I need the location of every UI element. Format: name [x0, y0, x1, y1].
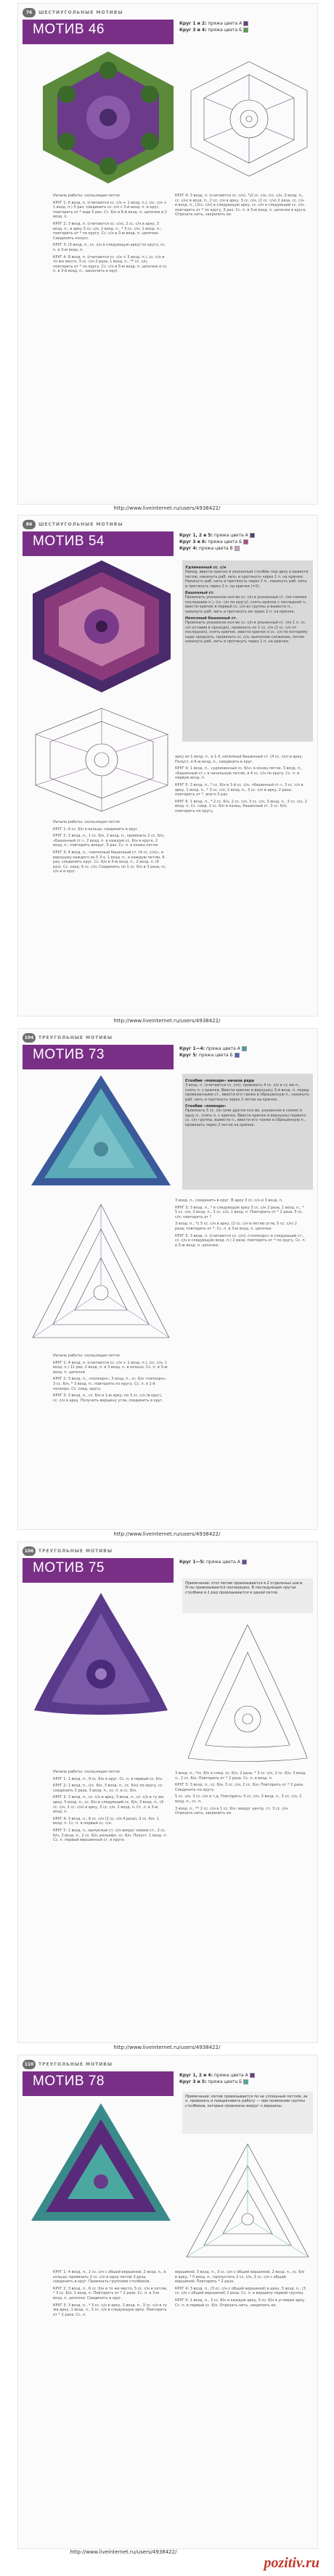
motif-title: МОТИВ 78 — [33, 2074, 105, 2089]
page-motif-73 — [17, 1028, 318, 1530]
source-url[interactable]: http://www.liveinternet.ru/users/4938422/ — [113, 1018, 221, 1024]
crochet-chart — [182, 1620, 313, 1765]
color-swatch — [242, 1046, 247, 1051]
title-band — [23, 531, 174, 556]
page-number: 76 — [23, 8, 36, 17]
section-title: ТРЕУГОЛЬНЫЕ МОТИВЫ — [38, 1549, 113, 1554]
instructions-right: 3 возд. п., соединить в круг. В арку 3 сс. с/н и 3 возд. п. КРУГ 3: 3 возд. п., * в следующую арку 3 сс. с/н 2 раза, 1 возд. п., * 5 сс. с/н, 3 возд. п., 3 сс. с/н, 1 возд. п. Повторить от * 2 раза. 5 сс. с/н; повторить от *. 3 возд. п., *с 5 сс. с/н в арку, (2 сс. с/н в петлю угла, 5 сс. с/н) 2 раза; повторить от *. Сс. п. в 3-ю возд. п. цепочки. КРУГ 5: 3 возд. п. (считаются сс. с/н), («попкорн» в следующий ст., сс. с/н в следующую возд. п.) 2 раза; повторить от * по кругу. Сс. п. в 3-ю возд. п. цепочки. — [175, 1198, 306, 1248]
color-swatch — [235, 546, 240, 551]
section-title: ШЕСТИУГОЛЬНЫЕ МОТИВЫ — [38, 10, 123, 15]
legend-row: Круг 1—5: пряжа цвета А — [179, 1560, 310, 1566]
instructions-left: Начало работы: скользящая петля. КРУГ 1: 6 возд. п. (считаются сс. с/н + 1 возд. п.), (сс. с/н + 1 возд. п.) 5 раз, соединить сс. с/н с 3-й возд. п. в круг, повторить от * еще 5 раз. Сс. 6/н в 6-й возд. п. цепочки и 2 возд. п. КРУГ 2: 3 возд. п. (считаются сс. с/н), 2 сс. с/н в арку, 3 возд. п., в арку 3 сс. с/н, 2 возд. п., * 3 сс. с/н, 1 возд. п.; повторить от * по кругу. Сс. с/н в 3-ю возд. п. цепочки. Соединить полусс. КРУГ 3: (3 возд. п., сс. с/н в следующую арку) по кругу, сс. п. в 3-ю возд. п. КРУГ 4: 8 возд. п. (считаются сс. с/н + 5 возд. п.), сс. с/н в то же место, 3 сс. с/н 2 раза, 1 возд. п., ** сс. с/н, повторить от * по кругу. Сс. с/н в 5-ю возд. п. цепочки и сс. п. в 3-й возд. п., закончить в круг. — [53, 194, 168, 274]
title-band — [23, 1045, 174, 1069]
instructions-left: Начало работы: скользящая петля. КРУГ 1: 1 возд. п., 9 сс. 6/н в круг. Сс. п. в первый сс. 6/н. КРУГ 2: 1 возд. п., (сс. 6/н, 3 возд. п., сс. 6/н) по кругу, сс. соединить 3 раза, 3 возд. п., сс. п. в сс. 6/н. КРУГ 3: 3 возд. п., сс. с/н в арку, 3 возд. п., сс. с/н в ту же арку, 5 возд. п., сс. 6/н в следующий сс. 6/н, 3 возд. п., (4 сс. с/н, 2 сс. с/н) в арку, 3 сс. с/н, 2 возд. п. Сс. п. в 3-ю возд. п. КРУГ 4: 3 возд. п., 6 сс. с/н (2 сс. с/н 4 раза), 3 сс. 6/н. 1 возд. п. Сс. п. в первый сс. с/н. КРУГ 5: 1 возд. п., выпуклый ст. с/н вокруг ножки ст., 2 сс. 6/н, 3 возд. п., 2 сс. 6/н, рельефн. сс. 6/н. Полуст. 1 возд. п. Сс. п. первый вершинный ст. в круге. — [53, 1770, 168, 1843]
source-url[interactable]: http://www.liveinternet.ru/users/4938422/ — [70, 2549, 177, 2555]
title-band — [23, 2071, 174, 2096]
pattern-note: Примечание: этот мотив провязывается в 2 отдельных шага. Углы провязываются поочередно. В последующих кругах столбики в 1 ряд провязываются в одной петле. — [182, 1578, 313, 1613]
instructions-right: КРУГ 4: 3 возд. п. (считаются сс. с/н), *(2 сс. с/н, (сс. с/н, 3 возд. п., сс. с/н) в возд. п., 2 сс. с/н в арку, 3 сс. с/н, (2 сс. с/н) 2 раза, сс. с/н в возд. п., (2сс. с/н) в следующую арку, сс. с/н в следующий сс. с/н, повторить от * по кругу, 5 раз. Сс. п. в 3-ю возд. п. цепочки в круге. Отрезать нить, закрепить ее. — [175, 194, 306, 218]
crochet-chart — [25, 705, 178, 814]
section-title: ТРЕУГОЛЬНЫЕ МОТИВЫ — [38, 2062, 113, 2067]
page-motif-46 — [17, 3, 318, 505]
color-swatch — [243, 28, 248, 33]
source-url[interactable]: http://www.liveinternet.ru/users/4938422/ — [113, 2045, 221, 2050]
legend-row: Круг 5: пряжа цвета Б — [179, 1053, 310, 1059]
color-swatch — [243, 21, 248, 26]
page-number: 84 — [23, 520, 36, 529]
crochet-chart — [28, 1200, 174, 1345]
crochet-chart — [184, 57, 314, 181]
yarn-legend — [179, 2073, 310, 2086]
page-number: 104 — [23, 1033, 36, 1043]
motif-title: МОТИВ 54 — [33, 534, 105, 549]
legend-row: Круг 1 и 2: пряжа цвета А — [179, 21, 310, 28]
page-number: 106 — [23, 1546, 36, 1556]
instructions-right: вершиной, 3 возд. п., 3 сс. с/н с общей вершиной, 2 возд. п., сс. 6/н в арку, * 5 возд. п., пропустить 2 сс. с/н, 3 сс. с/н с общей вершиной. Повторить * 2 раза. КРУГ 4: 3 возд. п., (3 сс. с/н с общей вершиной) в арку, 3 возд. п., (3 сс. с/н с общей вершиной) 2 раза. Сс. п. в вершину первой группы. КРУГ 5: 1 возд. п., 3 сс. 6/н в каждую арку, 5 сс. 6/н в угловую арку. Сс. п. в первый сс. 6/н. Отрезать нить, закрепить ее. — [175, 2270, 306, 2308]
title-band — [23, 20, 174, 44]
instructions-right: арку из 1 возд. п., в 1-3, неполный башенный ст. (4 сс. с/н) в арку. Полуст. в 6-ю возд. п., соединить в круг. КРУГ 4: 1 возд. п., «удлиненный сс. 6/н» в конец петли, 3 возд. п., «Башенный ст.» в начальную петлю, в 4 сс. с/н по кругу. Сс. п. в первую возд. п. КРУГ 5: 3 возд. п., * сс. 6/н в 1-й сс. с/н, «башенный ст.», 3 сс. с/н в арку, 1 возд. п., * 3 сс. с/н, 2 возд. п., 3 сс. с/н в арку, 2 раза; повторить от *, всего 5 раз. КРУГ 6: 1 возд. п., * 2 сс. 6/н, 2 сс. с/н, 3 сс. с/н, 3 возд. п., 3 сс. с/н, 2 возд. п. Сс. соед. 2 сс. 6/н в конец, башенный ст. 3 сс. 6/н; повторить по кругу. — [175, 755, 307, 813]
page-motif-75 — [17, 1541, 318, 2043]
motif-title: МОТИВ 75 — [33, 1560, 105, 1575]
motif-photo — [28, 1589, 174, 1719]
source-url[interactable]: http://www.liveinternet.ru/users/4938422/ — [113, 1531, 221, 1537]
site-logo-text: pozitiv.ru — [264, 2555, 319, 2571]
motif-title: МОТИВ 46 — [33, 22, 105, 37]
page-number: 110 — [23, 2060, 36, 2069]
color-swatch — [250, 2073, 255, 2078]
legend-row: Круг 3 и 5: пряжа цвета Б — [179, 2079, 310, 2086]
color-swatch — [243, 539, 248, 544]
color-swatch — [250, 533, 255, 538]
yarn-legend — [179, 21, 310, 34]
legend-row: Круг 1, 2 и 5: пряжа цвета А — [179, 533, 310, 539]
site-logo[interactable] — [145, 2554, 327, 2572]
legend-row: Круг 3 и 6: пряжа цвета Б — [179, 539, 310, 546]
title-band — [23, 1558, 174, 1583]
section-title: ТРЕУГОЛЬНЫЕ МОТИВЫ — [38, 1035, 113, 1040]
page-motif-78 — [17, 2055, 318, 2549]
page-header — [18, 1033, 317, 1043]
legend-row: Круг 1, 2 и 4: пряжа цвета А — [179, 2073, 310, 2079]
yarn-legend — [179, 1560, 310, 1566]
page-motif-54 — [17, 515, 318, 1016]
crochet-chart — [182, 2140, 313, 2263]
stitch-glossary: Столбик «попкорн» начала ряда 3 возд. п. (считаются сс. с/н), провязать 4 сс. с/н в ту же п., снять п. с крючка. Ввести крючок в верхушку 3-й возд. п. перед провязанными ст., ввести его также в сброшенную п., накинуть раб. нить и протянуть через 2 петли на крючке. Столбик «попкорн» Провязать 5 сс. с/н (или другое кол-во, указанное в схеме) в одну п., снять п. с крючка. Ввести крючок в верхушку первого сс. с/н группы, вывести п., ввести его также в сброшенную п., провязать через 2 петли на крючке. — [182, 1074, 313, 1190]
page-header — [18, 520, 317, 530]
page-header — [18, 2060, 317, 2070]
page-header — [18, 8, 317, 18]
page-header — [18, 1546, 317, 1557]
motif-photo — [25, 558, 178, 695]
stitch-glossary: Удлиненный сс. с/н Накид, ввести крючок в указанный столбик под арку и вывести петлю, накинуть раб. нить и протянуть через 1 п. на крючке. Накинуть раб. нить и протянуть через 2 п., накинуть раб. нить и протянуть через 2 п. на крючке (=2). Башенный ст. Провязать указанное кол-во сс. с/н в указанный ст. (не снимая последнюю п.), (сс. с/н по кругу), снять крючок с последней п., ввести крючок в первый сс. с/н из группы и вывести п., накинуть раб. нить и протянуть ее через 2 п. на крючке. Неполный башенный ст. Провязать указанное кол-во сс. с/н в указанный ст. (по 1 п. сс. с/н оставив в проходе), провязать по 1 сс. с/н (2 сс. с/н от последних), снять крючок, ввести крючок в сс. с/н по которому надо продлить, провязать сс. с/н, выполняя сложение, потом накинуть раб. нить и протянуть через 1 п. на крючке. — [182, 560, 313, 742]
yarn-legend — [179, 1046, 310, 1059]
instructions-left: Начало работы: скользящая петля. КРУГ 1: 6 сс. 6/н в кольцо, соединить в круг. КРУГ 2: 3 возд. п., 1 сс. 6/н, 2 возд. п., провязать 2 сс. 6/н, «Башенный ст.», 2 возд. п. в каждую сс. 6/н в круге, 2 возд. п.; повторить вокруг, 5 раз. Сс. п. в конец петли. КРУГ 3: 4 возд. п., «неполный башенный ст. (4 сс. с/н)», в верхушку каждого из 5 3-х, 1 возд. п., в каждую петлю, 6 раз, соединить круг. Сс. 6/н в 3-ю возд. п., 2 возд. п. (6 раз). Сс. соед. 6 сс. с/н. Соединить по 1 сс. 6/н в 3 раза, сс. с/н и в круг. — [53, 820, 167, 874]
source-url[interactable]: http://www.liveinternet.ru/users/4938422/ — [113, 505, 221, 511]
section-title: ШЕСТИУГОЛЬНЫЕ МОТИВЫ — [38, 522, 123, 527]
pattern-note: Примечание: мотив провязывается по не сплошным петлям, за н. провязать и поворачивать работу — при появлении группы столбиков, которые провязаны вокруг n вершины. — [182, 2092, 313, 2134]
color-swatch — [243, 2079, 248, 2084]
instructions-left: Начало работы: скользящая петля. КРУГ 1: 4 возд. п. (считаются сс. с/н + 1 возд. п.), (сс. с/н, 1 возд. п.) 11 раз, 2 возд. п. и 3 возд. п. в кольцо. Сс. п. в 3-ю возд. п. цепочки. КРУГ 2: 3 возд. п., «попкорн», 3 возд. п., сс. 6/н «попкорн», 3 сс. 6/н, * 3 возд. п.; повторить по кругу. Сс. п. в 1-й попкорн. Сс. соед. кругу. КРУГ 3: 3 возд. п., сс. 6/н в 1-ю арку, по 3 сс. с/н (в круг), сс. с/н в арку. Получить вершину угла, соединить в круг. — [53, 1354, 168, 1403]
motif-title: МОТИВ 73 — [33, 1047, 105, 1062]
motif-photo — [36, 49, 181, 186]
legend-row: Круг 4: пряжа цвета В — [179, 546, 310, 552]
color-swatch — [242, 1560, 247, 1565]
instructions-left: КРУГ 1: 4 возд. п., 2 сс. с/н с общей вершиной, 2 возд. п., в кольцо; провязать 2 сс. с/н в одну петлю 3 раза, соединить в круг. Провязать группами столбиков. КРУГ 2: 3 возд. п., 6 сс. 6/н в то же место, 5 сс. с/н в петлю, * 3 сс. 6/н, 1 возд. п. Повторить от * 2 раза. Сс. п. в 3-ю возд. п. цепочки. Соединить в круг. КРУГ 3: 3 возд. п., * 3 сс. с/н в арку, 2 возд. п., 3 сс. с/н в ту же арку, 1 возд. п., 3 сс. с/н в следующую арку. Повторить от * 2 раза. Сс. п. — [53, 2270, 168, 2317]
legend-row: Круг 3 и 4: пряжа цвета Б — [179, 28, 310, 34]
color-swatch — [235, 1053, 240, 1058]
legend-row: Круг 1—4: пряжа цвета А — [179, 1046, 310, 1053]
motif-photo — [28, 1072, 174, 1188]
yarn-legend — [179, 533, 310, 552]
instructions-right: 3 возд. п., *сс. 6/н в след. сс. 6/н, 2 раза, * 3 сс. с/н, 2 сс. 6/н, 3 возд. п., 2 сс. 6/н. Повторить от * 2 раза. Сс. п. в возд. п. КРУГ 3: 3 возд. п., сс. 6/н, 3 сс. с/н, 2 сс. 6/н. Повторить от * 2 раза. Соединить по кругу. 5 сс. с/н, 3 сс. с/н и т.д. Повторить: 5 сс. с/н, 3 возд. п., 5 сс. с/н, 2 возд. п., сс. п. 3 возд. п., ** 2 сс. с/н в 1 сс. 6/н; вокруг центр. ст. 3 сс. с/н. Отрезать нить, закрепить ее. — [175, 1771, 306, 1816]
motif-photo — [28, 2100, 174, 2224]
